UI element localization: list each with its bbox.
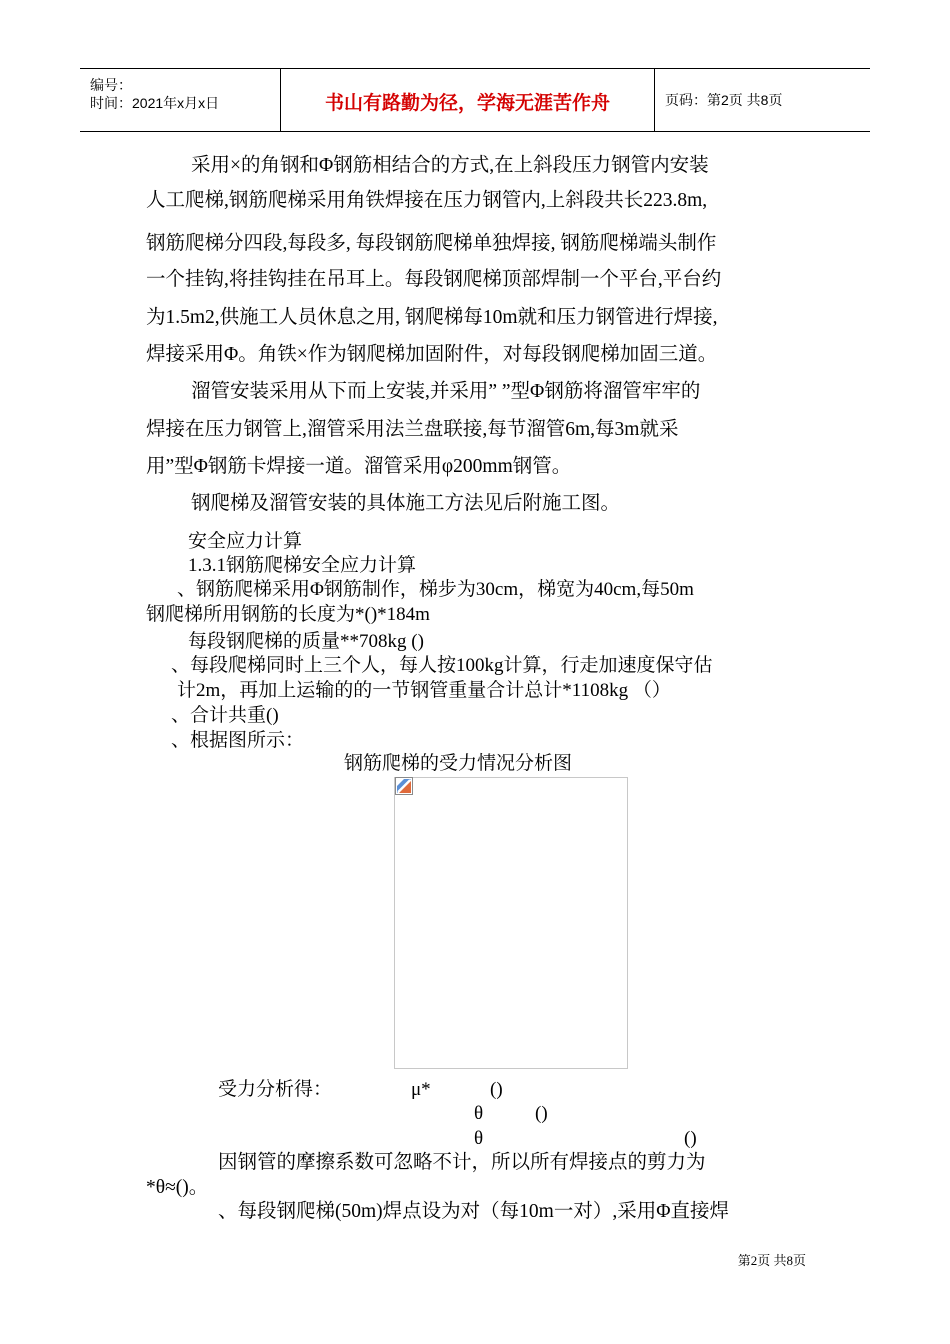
paragraph-line: 采用×的角钢和Φ钢筋相结合的方式,在上斜段压力钢管内安装 — [191, 155, 709, 176]
paragraph-line: 溜管安装采用从下而上安装,并采用” ”型Φ钢筋将溜管牢牢的 — [191, 381, 701, 402]
calc-line: 、合计共重() — [171, 705, 279, 726]
analysis-term: () — [535, 1103, 548, 1124]
calc-line: 、根据图所示： — [171, 730, 305, 751]
analysis-term: μ* — [411, 1079, 431, 1100]
calc-line: 每段钢爬梯的质量**708kg () — [188, 631, 424, 652]
paragraph-line: 焊接采用Φ。角铁×作为钢爬梯加固附件，对每段钢爬梯加固三道。 — [146, 344, 718, 365]
analysis-term: θ — [474, 1128, 484, 1149]
page-number-label: 页码：第2页 共8页 — [665, 92, 783, 108]
paragraph-line: 钢爬梯及溜管安装的具体施工方法见后附施工图。 — [191, 493, 621, 514]
header-meta-cell — [80, 69, 281, 131]
analysis-term: () — [684, 1128, 697, 1149]
header-page-cell — [655, 69, 870, 131]
serial-number-label: 编号： — [90, 77, 132, 93]
paragraph-line: 一个挂钩,将挂钩挂在吊耳上。每段钢爬梯顶部焊制一个平台,平台约 — [146, 269, 722, 290]
paragraph-line: 用”型Φ钢筋卡焊接一道。溜管采用φ200mm钢管。 — [146, 456, 572, 477]
analysis-term: θ — [474, 1103, 484, 1124]
analysis-term: () — [490, 1079, 503, 1100]
page-header — [80, 68, 870, 132]
paragraph-line: 为1.5m2,供施工人员休息之用, 钢爬梯每10m就和压力钢管进行焊接, — [146, 307, 718, 328]
motto-text: 书山有路勤为径，学海无涯苦作舟 — [324, 92, 610, 114]
broken-image-icon — [395, 777, 413, 795]
figure-placeholder — [394, 777, 628, 1069]
analysis-label: 受力分析得： — [218, 1079, 333, 1100]
subsection-heading: 1.3.1钢筋爬梯安全应力计算 — [188, 555, 417, 576]
paragraph-line: 人工爬梯,钢筋爬梯采用角铁焊接在压力钢管内,上斜段共长223.8m, — [146, 190, 708, 211]
calc-line: 、每段爬梯同时上三个人，每人按100kg计算，行走加速度保守估 — [171, 655, 713, 676]
paragraph-line: 、每段钢爬梯(50m)焊点设为对（每10m一对）,采用Φ直接焊 — [218, 1201, 729, 1222]
figure-caption: 钢筋爬梯的受力情况分析图 — [344, 753, 573, 774]
calc-line: 计2m，再加上运输的的一节钢管重量合计总计*1108kg （） — [177, 680, 671, 701]
calc-line: 钢爬梯所用钢筋的长度为*()*184m — [146, 604, 430, 625]
page-footer: 第2页 共8页 — [737, 1253, 806, 1268]
calc-line: 、钢筋爬梯采用Φ钢筋制作，梯步为30cm，梯宽为40cm,每50m — [177, 579, 694, 600]
date-label: 时间：2021年x月x日 — [90, 95, 220, 111]
header-motto-cell — [281, 69, 655, 131]
paragraph-line: *θ≈()。 — [146, 1177, 209, 1198]
paragraph-line: 钢筋爬梯分四段,每段多, 每段钢筋爬梯单独焊接, 钢筋爬梯端头制作 — [146, 233, 717, 254]
paragraph-line: 焊接在压力钢管上,溜管采用法兰盘联接,每节溜管6m,每3m就采 — [146, 419, 679, 440]
section-heading: 安全应力计算 — [188, 531, 303, 552]
paragraph-line: 因钢管的摩擦系数可忽略不计，所以所有焊接点的剪力为 — [218, 1152, 706, 1173]
